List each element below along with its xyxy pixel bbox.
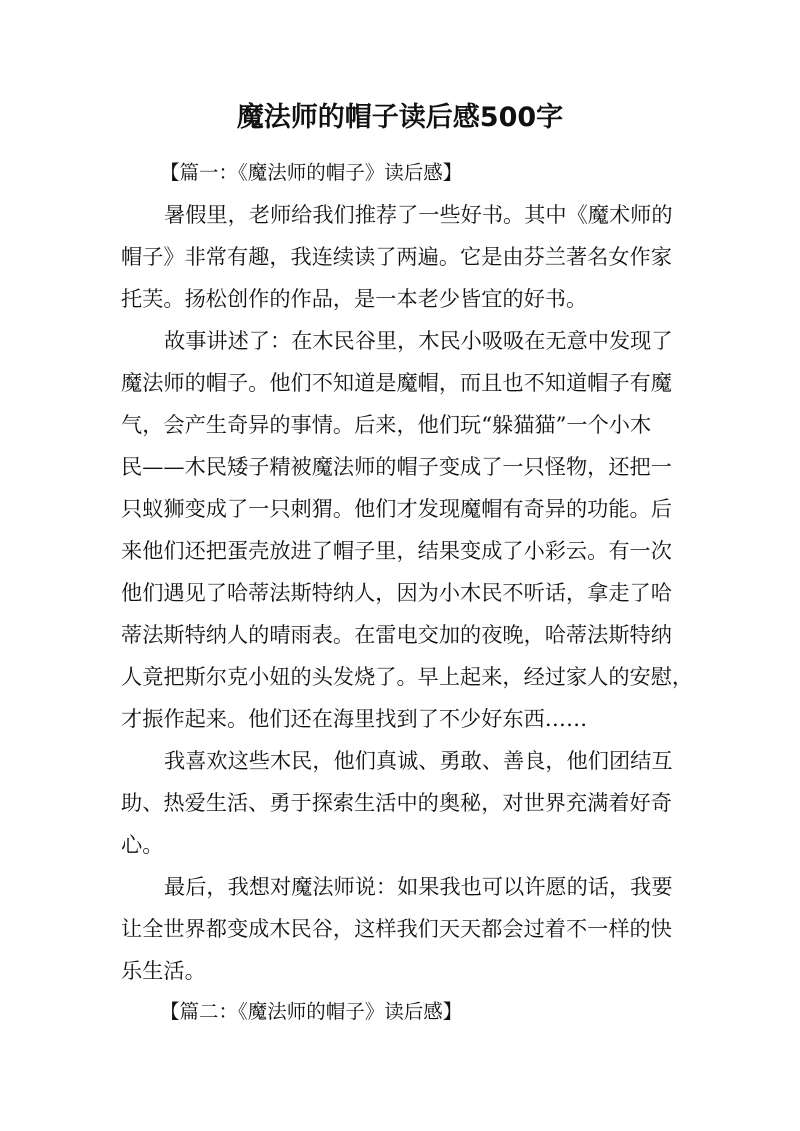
paragraph-4-line-3: 乐生活。 xyxy=(121,958,206,983)
paragraph-2-line-6: 来他们还把蛋壳放进了帽子里，结果变成了小彩云。有一次 xyxy=(121,538,672,563)
paragraph-2-line-5: 只蚁狮变成了一只刺猬。他们才发现魔帽有奇异的功能。后 xyxy=(121,496,672,521)
paragraph-3-line-2: 助、热爱生活、勇于探索生活中的奥秘，对世界充满着好奇 xyxy=(121,790,672,815)
section-heading-2: 【篇二：《魔法师的帽子》读后感】 xyxy=(160,1000,463,1023)
paragraph-1-line-1: 暑假里，老师给我们推荐了一些好书。其中《魔术师的 xyxy=(164,202,673,227)
paragraph-1-line-3: 托芙。扬松创作的作品，是一本老少皆宜的好书。 xyxy=(121,286,588,311)
paragraph-1-line-2: 帽子》非常有趣，我连续读了两遍。它是由芬兰著名女作家 xyxy=(121,244,672,269)
document-title: 魔法师的帽子读后感500字 xyxy=(236,102,564,133)
paragraph-2-line-7: 他们遇见了哈蒂法斯特纳人，因为小木民不听话，拿走了哈 xyxy=(121,580,672,605)
paragraph-4-line-1: 最后，我想对魔法师说：如果我也可以许愿的话，我要 xyxy=(164,874,673,899)
paragraph-2-line-2: 魔法师的帽子。他们不知道是魔帽，而且也不知道帽子有魔 xyxy=(121,370,672,395)
paragraph-2-line-1: 故事讲述了：在木民谷里，木民小吸吸在无意中发现了 xyxy=(164,328,673,353)
paragraph-4-line-2: 让全世界都变成木民谷，这样我们天天都会过着不一样的快 xyxy=(121,916,672,941)
paragraph-2-line-10: 才振作起来。他们还在海里找到了不少好东西…… xyxy=(121,706,588,731)
paragraph-2-line-4: 民——木民矮子精被魔法师的帽子变成了一只怪物，还把一 xyxy=(121,454,672,479)
paragraph-3-line-3: 心。 xyxy=(121,832,164,857)
paragraph-2-line-9: 人竟把斯尔克小妞的头发烧了。早上起来，经过家人的安慰， xyxy=(121,664,694,689)
paragraph-2-line-8: 蒂法斯特纳人的晴雨表。在雷电交加的夜晚，哈蒂法斯特纳 xyxy=(121,622,672,647)
paragraph-2-line-3: 气，会产生奇异的事情。后来，他们玩“躲猫猫”一个小木 xyxy=(121,412,652,437)
section-heading-1: 【篇一：《魔法师的帽子》读后感】 xyxy=(160,161,463,184)
paragraph-3-line-1: 我喜欢这些木民，他们真诚、勇敢、善良，他们团结互 xyxy=(164,748,673,773)
